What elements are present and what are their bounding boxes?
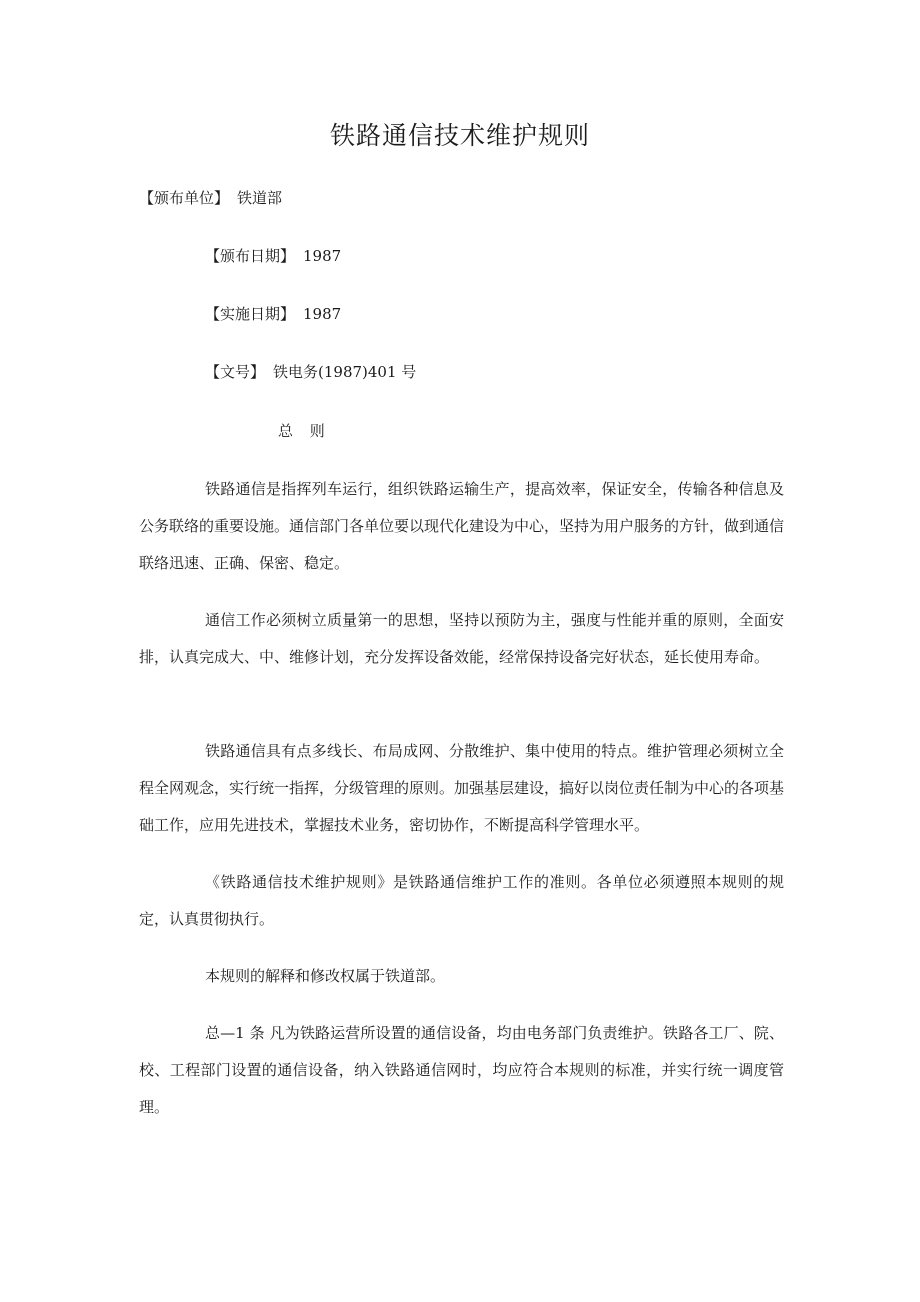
paragraph: 本规则的解释和修改权属于铁道部。 xyxy=(205,967,446,985)
document-title: 铁路通信技术维护规则 xyxy=(329,121,590,150)
meta-label: 【颁布日期】 xyxy=(205,247,296,265)
meta-label: 【颁布单位】 xyxy=(139,189,230,207)
paragraph: 通信工作必须树立质量第一的思想，坚持以预防为主，强度与性能并重的原则，全面安排，认真完成大、中、维修计划，充分发挥设备效能，经常保持设备完好状态，延长使用寿命。 xyxy=(139,611,784,666)
meta-document-number xyxy=(205,360,416,384)
section-heading: 总 则 xyxy=(278,422,331,440)
meta-value: 铁电务(1987)401 号 xyxy=(273,363,417,381)
meta-effective-date xyxy=(205,302,341,326)
paragraph: 总—1 条 凡为铁路运营所设置的通信设备，均由电务部门负责维护。铁路各工厂、院、校、工程部门设置的通信设备，纳入铁路通信网时，均应符合本规则的标准，并实行统一调度管理。 xyxy=(139,1024,784,1116)
paragraph: 铁路通信具有点多线长、布局成网、分散维护、集中使用的特点。维护管理必须树立全程全网观念，实行统一指挥，分级管理的原则。加强基层建设，搞好以岗位责任制为中心的各项基础工作，应用先进技术，掌握技术业务，密切协作，不断提高科学管理水平。 xyxy=(139,742,785,834)
meta-label: 【文号】 xyxy=(205,363,266,381)
meta-issuing-unit xyxy=(139,186,282,210)
meta-value: 1987 xyxy=(303,247,342,265)
paragraph: 《铁路通信技术维护规则》是铁路通信维护工作的准则。各单位必须遵照本规则的规定，认真贯彻执行。 xyxy=(139,873,784,928)
meta-value: 铁道部 xyxy=(237,189,283,207)
meta-issue-date xyxy=(205,244,341,268)
meta-label: 【实施日期】 xyxy=(205,305,296,323)
meta-value: 1987 xyxy=(303,305,342,323)
paragraph: 铁路通信是指挥列车运行，组织铁路运输生产，提高效率，保证安全，传输各种信息及公务联络的重要设施。通信部门各单位要以现代化建设为中心，坚持为用户服务的方针，做到通信联络迅速、正确、保密、稳定。 xyxy=(139,480,785,572)
